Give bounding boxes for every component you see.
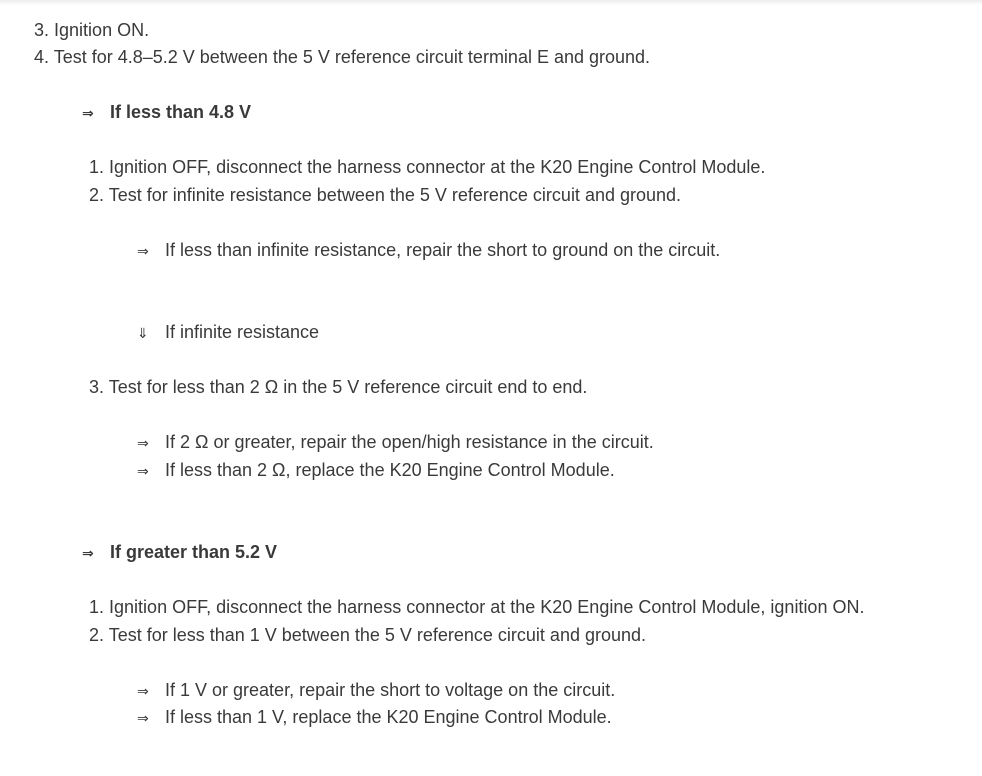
step-number: 3. [34,20,50,40]
branch-heading-low [82,101,251,125]
step-text: Test for less than 2 Ω in the 5 V reference circuit end to end. [108,377,588,397]
result-replace-module-high [137,706,612,730]
step-text: Ignition OFF, disconnect the harness connector at the K20 Engine Control Module. [109,157,766,177]
branch-high-step-2 [89,624,646,646]
step-3 [34,19,149,41]
right-double-arrow-icon: ⇒ [137,711,149,727]
result-text: If 2 Ω or greater, repair the open/high resistance in the circuit. [165,432,654,452]
right-double-arrow-icon: ⇒ [137,244,149,260]
step-number: 1. [89,157,105,177]
top-shadow [0,0,982,5]
step-number: 1. [89,597,105,617]
branch-heading-text: If greater than 5.2 V [110,542,278,562]
result-infinite-resistance [137,321,319,345]
branch-high-step-1 [89,596,864,618]
result-short-to-ground [137,239,720,263]
branch-heading-high [82,541,277,565]
branch-low-step-2 [89,184,681,206]
step-text: Test for less than 1 V between the 5 V reference circuit and ground. [108,625,647,645]
branch-low-step-1 [89,156,765,178]
right-double-arrow-icon: ⇒ [82,106,94,122]
step-number: 2. [89,185,105,205]
step-text: Ignition ON. [54,20,150,40]
step-number: 3. [89,377,105,397]
step-text: Test for infinite resistance between the 5 V reference circuit and ground. [108,185,682,205]
result-text: If less than 1 V, replace the K20 Engine Control Module. [165,707,612,727]
right-double-arrow-icon: ⇒ [137,684,149,700]
result-open-high-resistance [137,431,654,455]
result-short-to-voltage [137,679,615,703]
result-replace-module [137,459,615,483]
step-text: Ignition OFF, disconnect the harness connector at the K20 Engine Control Module, ignition ON. [109,597,865,617]
branch-heading-text: If less than 4.8 V [110,102,252,122]
right-double-arrow-icon: ⇒ [137,464,149,480]
step-text: Test for 4.8–5.2 V between the 5 V reference circuit terminal E and ground. [53,47,651,67]
right-double-arrow-icon: ⇒ [82,546,94,562]
result-text: If less than infinite resistance, repair the short to ground on the circuit. [165,240,721,260]
result-text: If infinite resistance [165,322,320,342]
right-double-arrow-icon: ⇒ [137,436,149,452]
step-4 [34,46,650,68]
result-text: If less than 2 Ω, replace the K20 Engine Control Module. [165,460,615,480]
step-number: 4. [34,47,50,67]
step-number: 2. [89,625,105,645]
result-text: If 1 V or greater, repair the short to voltage on the circuit. [165,680,616,700]
down-double-arrow-icon: ⇓ [137,326,149,342]
branch-low-step-3 [89,376,587,398]
